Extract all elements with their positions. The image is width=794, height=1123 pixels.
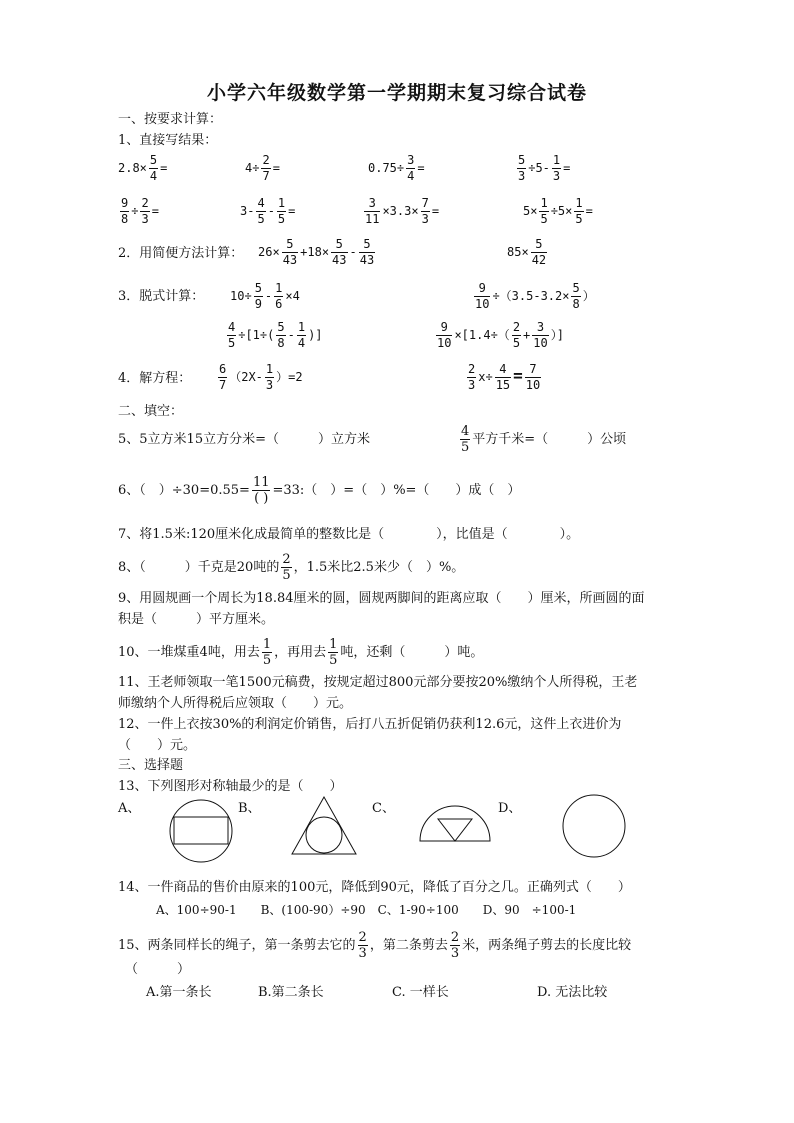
q1-b4: 5× $\frac{1}{5}$ ÷5× $\frac{1}{5}$ = [523,196,593,226]
q13-option-d-label: D、 [498,801,522,816]
fraction: $\frac{2}{5}$ [282,552,291,583]
fraction: $\frac{5}{42}$ [531,237,547,267]
section-2-heading: 二、填空： [118,404,184,419]
fraction: $\frac{5}{43}$ [282,237,298,267]
fraction: $\frac{3}{11}$ [365,196,380,226]
q2-e2: 85× $\frac{5}{42}$ [507,237,547,267]
fraction: $\frac{4}{5}$ [228,320,236,350]
q2-label: 2．用简便方法计算： [118,246,244,261]
q1-a3: 0.75÷ $\frac{3}{4}$ = [368,153,425,183]
q15-option-a: A.第一条长 [146,985,212,1000]
fraction: $\frac{7}{3}$ [421,196,429,226]
q15: 15、两条同样长的绳子，第一条剪去它的 $\frac{2}{3}$ ，第二条剪去 $\frac{2}{3}$ 米，两条绳子剪去的长度比较 [118,930,632,961]
fraction: $\frac{2}{3}$ [450,930,460,961]
fraction: $\frac{9}{10}$ [437,320,452,350]
q14: 14、一件商品的售价由原来的100元，降低到90元，降低了百分之几。正确列式（ ） [118,880,631,895]
figure-semicircle-triangle [418,805,496,845]
fraction: $\frac{5}{43}$ [332,237,347,267]
section-3-heading: 三、选择题 [118,758,184,773]
fraction: $\frac{4}{5}$ [461,424,470,455]
fraction: $\frac{4}{5}$ [257,196,265,226]
fraction: $\frac{2}{3}$ [468,362,476,392]
fraction: $\frac{1}{3}$ [265,362,274,392]
q15-option-b: B.第二条长 [258,985,324,1000]
q13: 13、下列图形对称轴最少的是（ ） [118,779,343,794]
q4-e2: $\frac{2}{3}$ x÷ $\frac{4}{15}$ = $\frac{7}{10}$ [468,362,541,392]
q7: 7、将1.5米:120厘米化成最简单的整数比是（ ），比值是（ ）。 [118,527,580,542]
figure-circle-rectangle [170,796,240,866]
q4-e1: $\frac{6}{7}$ （2X- $\frac{1}{3}$ ）=2 [219,362,303,392]
q6: 6、（ ）÷30=0.55= $\frac{11}{( )}$ =33:（ ）=（ ）%=（ ）成（ ） [118,475,521,506]
q10: 10、一堆煤重4吨，用去 $\frac{1}{5}$ ，再用去 $\frac{1}{5}$ 吨，还剩（ ）吨。 [118,637,484,668]
q4-label: 4．解方程： [118,371,192,386]
q15-answer-paren: （ ） [125,962,191,977]
fraction: $\frac{2}{5}$ [512,320,521,350]
fraction: $\frac{1}{5}$ [575,196,583,226]
fraction: $\frac{2}{3}$ [141,196,149,226]
figure-triangle-circle [290,795,360,857]
fraction: $\frac{1}{5}$ [329,637,338,668]
fraction: $\frac{4}{15}$ [495,362,511,392]
page-title: 小学六年级数学第一学期期末复习综合试卷 [206,82,587,104]
fraction: $\frac{7}{10}$ [525,362,541,392]
q14-options: A、100÷90-1 B、(100-90）÷90 C、1-90÷100 D、90 ÷100-1 [156,903,577,917]
fraction: $\frac{3}{4}$ [407,153,415,183]
fraction: $\frac{2}{3}$ [358,930,367,961]
fraction: $\frac{2}{7}$ [262,153,270,183]
fraction: $\frac{1}{5}$ [262,637,272,668]
fraction: $\frac{5}{4}$ [149,153,158,183]
q1-b3: $\frac{3}{11}$ ×3.3× $\frac{7}{3}$ = [365,196,440,226]
q13-option-a-label: A、 [118,801,141,816]
fraction: $\frac{5}{9}$ [254,281,262,311]
fraction: $\frac{5}{8}$ [572,281,580,311]
q11-line2: 师缴纳个人所得税后应领取（ ）元。 [118,696,353,711]
q15-option-c: C. 一样长 [392,985,449,1000]
fraction: $\frac{1}{3}$ [552,153,561,183]
q1-label: 1、直接写结果： [118,133,218,148]
q8: 8、（ ）千克是20吨的 $\frac{2}{5}$ ，1.5米比2.5米少（ ）%。 [118,552,465,583]
fraction: $\frac{5}{43}$ [359,237,375,267]
fraction: $\frac{1}{4}$ [297,320,306,350]
q11-line1: 11、王老师领取一笔1500元稿费，按规定超过800元部分要按20%缴纳个人所得税，王老 [118,675,638,690]
q1-b1: $\frac{9}{8}$ ÷ $\frac{2}{3}$ = [121,196,159,226]
q9-line1: 9、用圆规画一个周长为18.84厘米的圆，圆规两脚间的距离应取（ ）厘米，所画圆的面 [118,591,645,606]
fraction: $\frac{5}{3}$ [518,153,526,183]
fraction: $\frac{5}{8}$ [277,320,285,350]
q3-e4: $\frac{9}{10}$ ×[1.4÷（ $\frac{2}{5}$ + $\frac{3}{10}$ ）] [437,320,564,350]
q2-e1: 26× $\frac{5}{43}$ +18× $\frac{5}{43}$ - $\frac{5}{43}$ [258,237,375,267]
q3-e2: $\frac{9}{10}$ ÷（3.5-3.2× $\frac{5}{8}$ ） [475,281,595,311]
fraction: $\frac{1}{5}$ [540,196,548,226]
q15-option-d: D. 无法比较 [537,985,608,1000]
q1-a1: 2.8× $\frac{5}{4}$ = [118,153,168,183]
q3-e1: 10÷ $\frac{5}{9}$ - $\frac{1}{6}$ ×4 [230,281,300,311]
q1-a2: 4÷ $\frac{2}{7}$ = [245,153,280,183]
fraction: $\frac{9}{8}$ [121,196,129,226]
q3-label: 3．脱式计算： [118,289,205,304]
q12-line2: （ ）元。 [118,738,197,753]
fraction: $\frac{1}{6}$ [275,281,283,311]
q5-part2: $\frac{4}{5}$ 平方千米=（ ）公顷 [461,424,627,455]
q1-a4: $\frac{5}{3}$ ÷5- $\frac{1}{3}$ = [518,153,571,183]
q1-b2: 3- $\frac{4}{5}$ - $\frac{1}{5}$ = [240,196,296,226]
section-1-heading: 一、按要求计算： [118,112,223,127]
q12-line1: 12、一件上衣按30%的利润定价销售，后打八五折促销仍获利12.6元，这件上衣进价为 [118,717,622,732]
fraction: $\frac{6}{7}$ [219,362,227,392]
fraction: $\frac{1}{5}$ [277,196,286,226]
fraction: $\frac{3}{10}$ [533,320,548,350]
q13-option-c-label: C、 [372,801,395,816]
figure-circle [562,794,628,860]
q9-line2: 积是（ ）平方厘米。 [118,612,275,627]
fraction: $\frac{11}{( )}$ [252,475,270,506]
q3-e3: $\frac{4}{5}$ ÷[1÷( $\frac{5}{8}$ - $\frac{1}{4}$ )] [228,320,323,350]
q5-text: 5、5立方米15立方分米=（ ）立方米 [118,432,370,447]
fraction: $\frac{9}{10}$ [475,281,490,311]
q13-option-b-label: B、 [238,801,261,816]
